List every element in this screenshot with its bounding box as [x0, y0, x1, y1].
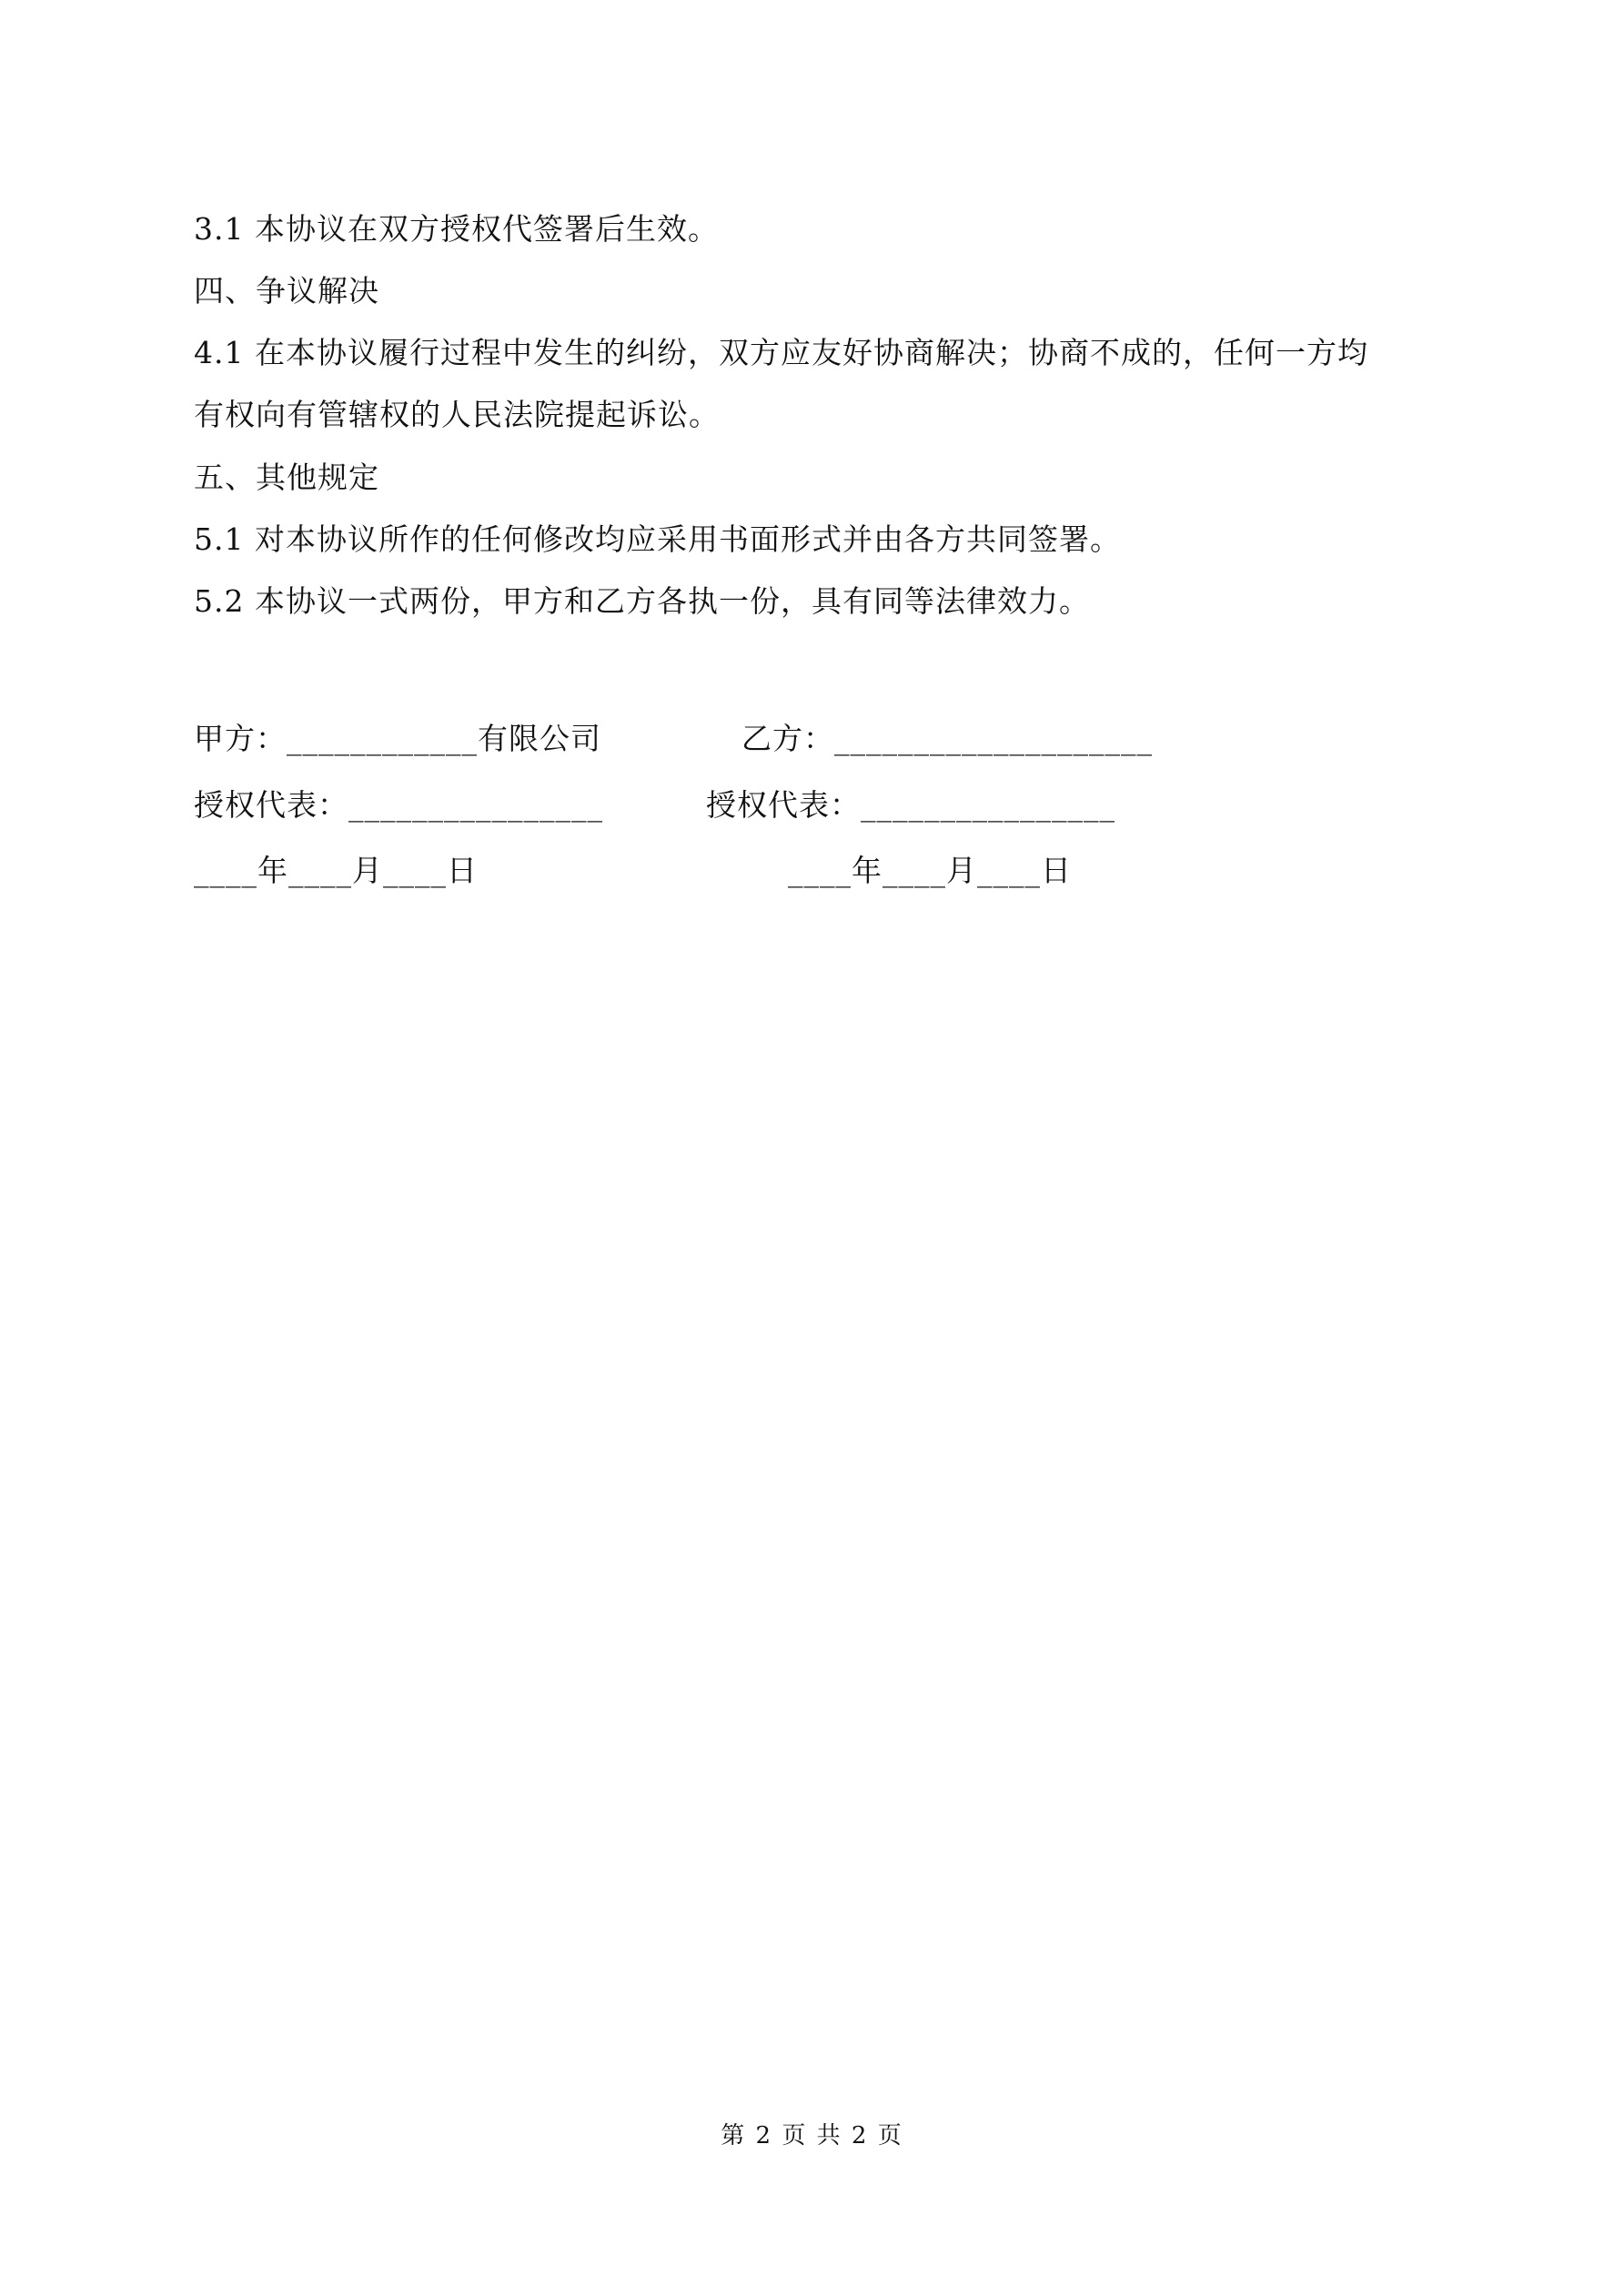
- party-a-line: 甲方：____________有限公司: [194, 721, 601, 756]
- party-b-line: 乙方：____________________: [741, 721, 1153, 756]
- party-a-date-line: ____年____月____日: [194, 853, 478, 888]
- party-b-representative-line: 授权代表：________________: [706, 787, 1115, 823]
- clause-4-1: 4.1 在本协议履行过程中发生的纠纷，双方应友好协商解决；协商不成的，任何一方均: [194, 335, 1368, 370]
- clause-3-1: 3.1 本协议在双方授权代签署后生效。: [194, 211, 719, 247]
- section-heading-other-provisions: 五、其他规定: [194, 460, 379, 495]
- party-a-representative-line: 授权代表：________________: [194, 787, 603, 823]
- clause-5-2: 5.2 本协议一式两份，甲方和乙方各执一份，具有同等法律效力。: [194, 583, 1090, 619]
- party-b-date-line: ____年____月____日: [788, 853, 1072, 888]
- clause-5-1: 5.1 对本协议所作的任何修改均应采用书面形式并由各方共同签署。: [194, 521, 1121, 557]
- page-number-footer: 第 2 页 共 2 页: [721, 2122, 903, 2149]
- clause-4-1-continued: 有权向有管辖权的人民法院提起诉讼。: [194, 397, 720, 432]
- section-heading-dispute-resolution: 四、争议解决: [194, 273, 379, 308]
